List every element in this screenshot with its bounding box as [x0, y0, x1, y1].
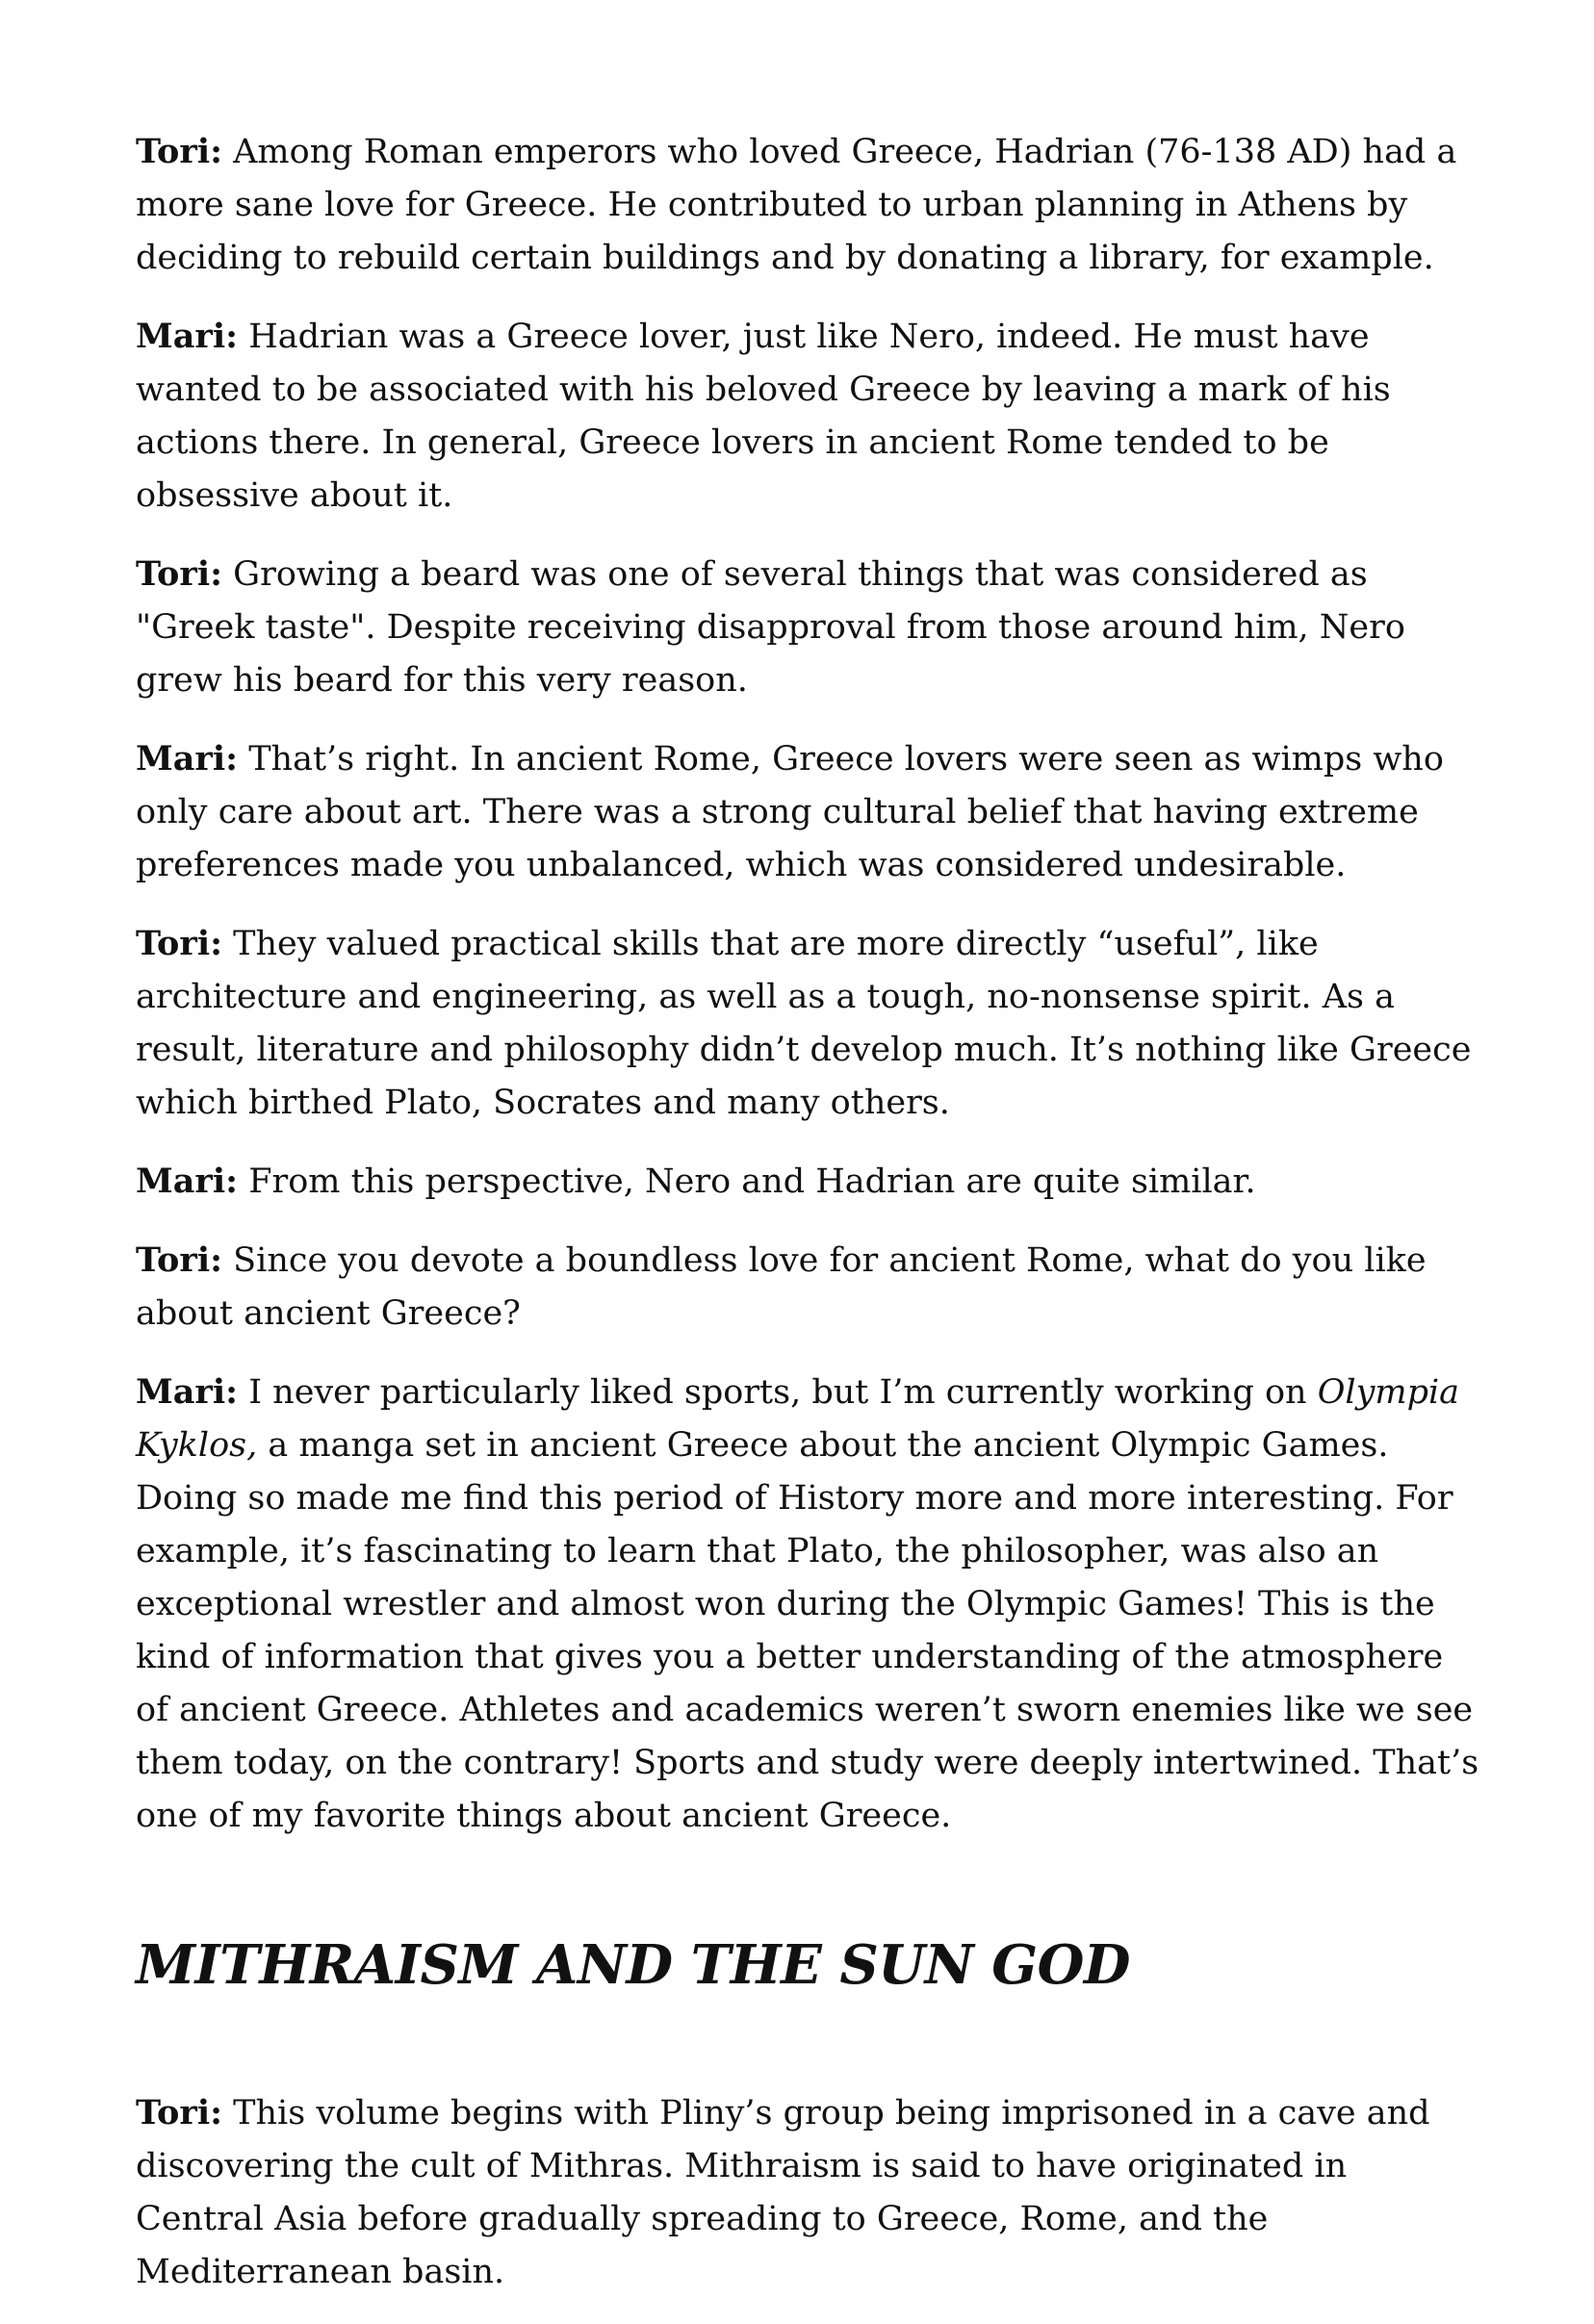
- manga-title: Olympia Kyklos,: [136, 1373, 1460, 1465]
- document-page: [136, 125, 1483, 2324]
- speaker-label: Tori:: [136, 554, 223, 594]
- speaker-label: Mari:: [136, 317, 239, 356]
- speaker-label: Tori:: [136, 924, 223, 963]
- dialogue-text: That’s right. In ancient Rome, Greece lovers were seen as wimps who only care about art. There was a strong cultural belief that having extreme preferences made you unbalanced, which was considered undesirable.: [136, 740, 1444, 884]
- dialogue-text: Among Roman emperors who loved Greece, Hadrian (76-138 AD) had a more sane love for Greece. He contributed to urban planning in Athens by deciding to rebuild certain buildings and by donating a library, for example.: [136, 133, 1457, 277]
- dialogue-text: This volume begins with Pliny’s group being imprisoned in a cave and discovering the cult of Mithras. Mithraism is said to have originated in Central Asia before gradually spreading to Greece, Rome, and the Mediterranean basin.: [136, 2094, 1430, 2291]
- dialogue-text: Hadrian was a Greece lover, just like Nero, indeed. He must have wanted to be associated with his beloved Greece by leaving a mark of his actions there. In general, Greece lovers in ancient Rome tended to be obsessive about it.: [136, 318, 1391, 515]
- speaker-label: Mari:: [136, 1372, 239, 1412]
- dialogue-paragraph: [136, 548, 1483, 707]
- dialogue-text: They valued practical skills that are more directly “useful”, like architecture and engineering, as well as a tough, no-nonsense spirit. As a result, literature and philosophy didn’t develop much. It’s nothing like Greece which birthed Plato, Socrates and many others.: [136, 925, 1472, 1122]
- dialogue-paragraph: [136, 310, 1483, 523]
- speaker-label: Tori:: [136, 2093, 223, 2132]
- dialogue-paragraph: [136, 1234, 1483, 1341]
- section-heading: MITHRAISM AND THE SUN GOD: [136, 1933, 1130, 1997]
- dialogue-text: Since you devote a boundless love for ancient Rome, what do you like about ancient Greece?: [136, 1241, 1427, 1333]
- speaker-label: Mari:: [136, 739, 239, 779]
- dialogue-text: Growing a beard was one of several things that was considered as "Greek taste". Despite receiving disapproval from those around him, Nero grew his beard for this very reason.: [136, 555, 1405, 700]
- dialogue-paragraph: [136, 1366, 1483, 1843]
- dialogue-paragraph: [136, 2086, 1483, 2299]
- dialogue-text: I never particularly liked sports, but I’m currently working on: [238, 1373, 1318, 1412]
- dialogue-text: From this perspective, Nero and Hadrian are quite similar.: [238, 1162, 1256, 1201]
- dialogue-paragraph: [136, 125, 1483, 285]
- dialogue-paragraph: [136, 732, 1483, 892]
- dialogue-text: a manga set in ancient Greece about the ancient Olympic Games. Doing so made me find this period of History more and more interesting. For example, it’s fascinating to learn that Plato, the philosopher, was also an exceptional wrestler and almost won during the Olympic Games! This is the kind of information that gives you a better understanding of the atmosphere of ancient Greece. Athletes and academics weren’t sworn enemies like we see them today, on the contrary! Sports and study were deeply intertwined. That’s one of my favorite things about ancient Greece.: [136, 1426, 1479, 1835]
- speaker-label: Tori:: [136, 132, 223, 171]
- speaker-label: Tori:: [136, 1240, 223, 1280]
- dialogue-paragraph: [136, 1155, 1483, 1209]
- speaker-label: Mari:: [136, 1162, 239, 1201]
- dialogue-paragraph: [136, 917, 1483, 1130]
